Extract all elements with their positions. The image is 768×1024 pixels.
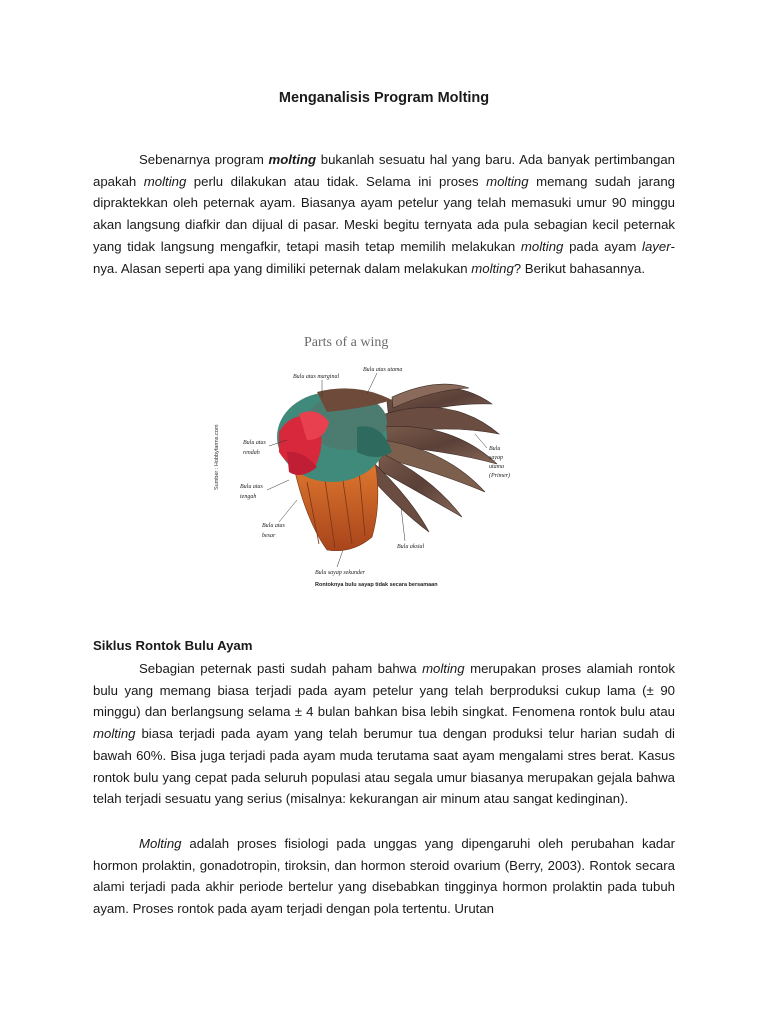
paragraph-text: -nya. Alasan seperti apa yang dimiliki peternak dalam melakukan <box>93 238 676 276</box>
label-median-1: Bulu atas <box>240 484 263 490</box>
emphasis-text: molting <box>93 726 136 742</box>
emphasis-text: molting <box>143 173 187 189</box>
label-axial: Bulu aksial <box>397 544 425 550</box>
paragraph-text: Sebenarnya program <box>139 152 269 167</box>
paragraph-text: bukanlah sesuatu hal yang baru. Ada banyak pertimbangan apakah <box>93 152 675 189</box>
paragraph-text: biasa terjadi pada ayam yang telah berumur tua dengan produksi telur harian sudah di bawah 60%. Bisa juga terjadi pada ayam muda terutama saat ayam mengalami stres berat. Kasus rontok bulu yang cepat pada seluruh populasi atau segala umur biasanya merupakan gejala bahwa telah terjadi sesuatu yang serius (misalnya: kekurangan air minum atau sangat kedinginan). <box>93 726 675 807</box>
paragraph-text: Sebagian peternak pasti sudah paham bahwa <box>139 661 423 676</box>
section-heading: Siklus Rontok Bulu Ayam <box>93 638 253 653</box>
paragraph-cycle <box>93 658 675 810</box>
emphasis-text: molting <box>422 661 465 676</box>
label-marginal: Bulu atas marginal <box>293 374 340 380</box>
label-median-2: tengah <box>240 494 257 500</box>
paragraph-text: perlu dilakukan atau tidak. Selama ini proses <box>186 173 487 189</box>
paragraph-text: adalah proses fisiologi pada unggas yang dipengaruhi oleh perubahan kadar hormon prolaktin, gonadotropin, tiroksin, dan hormon steroid ovarium (Berry, 2003). Rontok secara alami terjadi pada akhir periode bertelur yang disebabkan tingginya hormon prolaktin pada tubuh ayam. Proses rontok pada ayam terjadi dengan pola tertentu. Urutan <box>93 836 675 917</box>
emphasis-text: molting <box>268 152 317 167</box>
label-lesser-1: Bulu atas <box>243 440 266 446</box>
emphasis-text: molting <box>471 260 514 276</box>
paragraph-intro <box>93 149 675 279</box>
label-primary-3: utama <box>489 464 504 470</box>
paragraph-text: ? Berikut bahasannya. <box>513 260 646 276</box>
emphasis-text: layer <box>642 238 671 254</box>
primary-feathers <box>373 384 499 532</box>
emphasis-text: Molting <box>139 836 182 851</box>
paragraph-text: merupakan proses alamiah rontok bulu yang memang biasa terjadi pada ayam petelur yang telah berproduksi cukup lama (± 90 minggu) dan berlangsung selama ± 4 bulan bahkan bisa lebih singkat. Fenomena rontok bulu atau <box>93 661 675 720</box>
label-greater-1: Bulu atas <box>262 523 285 529</box>
label-primary-1: Bulu <box>489 446 501 452</box>
document-title: Menganalisis Program Molting <box>278 90 490 106</box>
wing-figure <box>207 322 537 594</box>
label-primary-2: sayap <box>489 455 503 461</box>
figure-source: Sumber : Hobbyfarms.com <box>214 424 220 490</box>
figure-title: Parts of a wing <box>304 335 389 350</box>
label-primary-4: (Primer) <box>489 473 510 479</box>
label-greater-2: besar <box>262 533 276 539</box>
figure-caption: Rontoknya bulu sayap tidak secara bersamaan <box>315 582 438 588</box>
label-secondary: Bulu sayap sekunder <box>315 570 365 576</box>
emphasis-text: molting <box>520 238 564 254</box>
label-lesser-2: rendah <box>243 450 260 456</box>
emphasis-text: molting <box>486 173 529 189</box>
paragraph-text: pada ayam <box>563 238 643 254</box>
label-primary-coverts: Bulu atas utama <box>363 367 403 373</box>
paragraph-text: memang sudah jarang dipraktekkan oleh peternak ayam. Biasanya ayam petelur yang telah memasuki umur 90 minggu akan langsung diafkir dan dijual di pasar. Meski begitu ternyata ada pula sebagian kecil peternak yang tidak langsung mengafkir, tetapi masih tetap memilih melakukan <box>93 173 676 254</box>
paragraph-physiology <box>93 833 675 920</box>
wing-illustration <box>207 322 537 594</box>
